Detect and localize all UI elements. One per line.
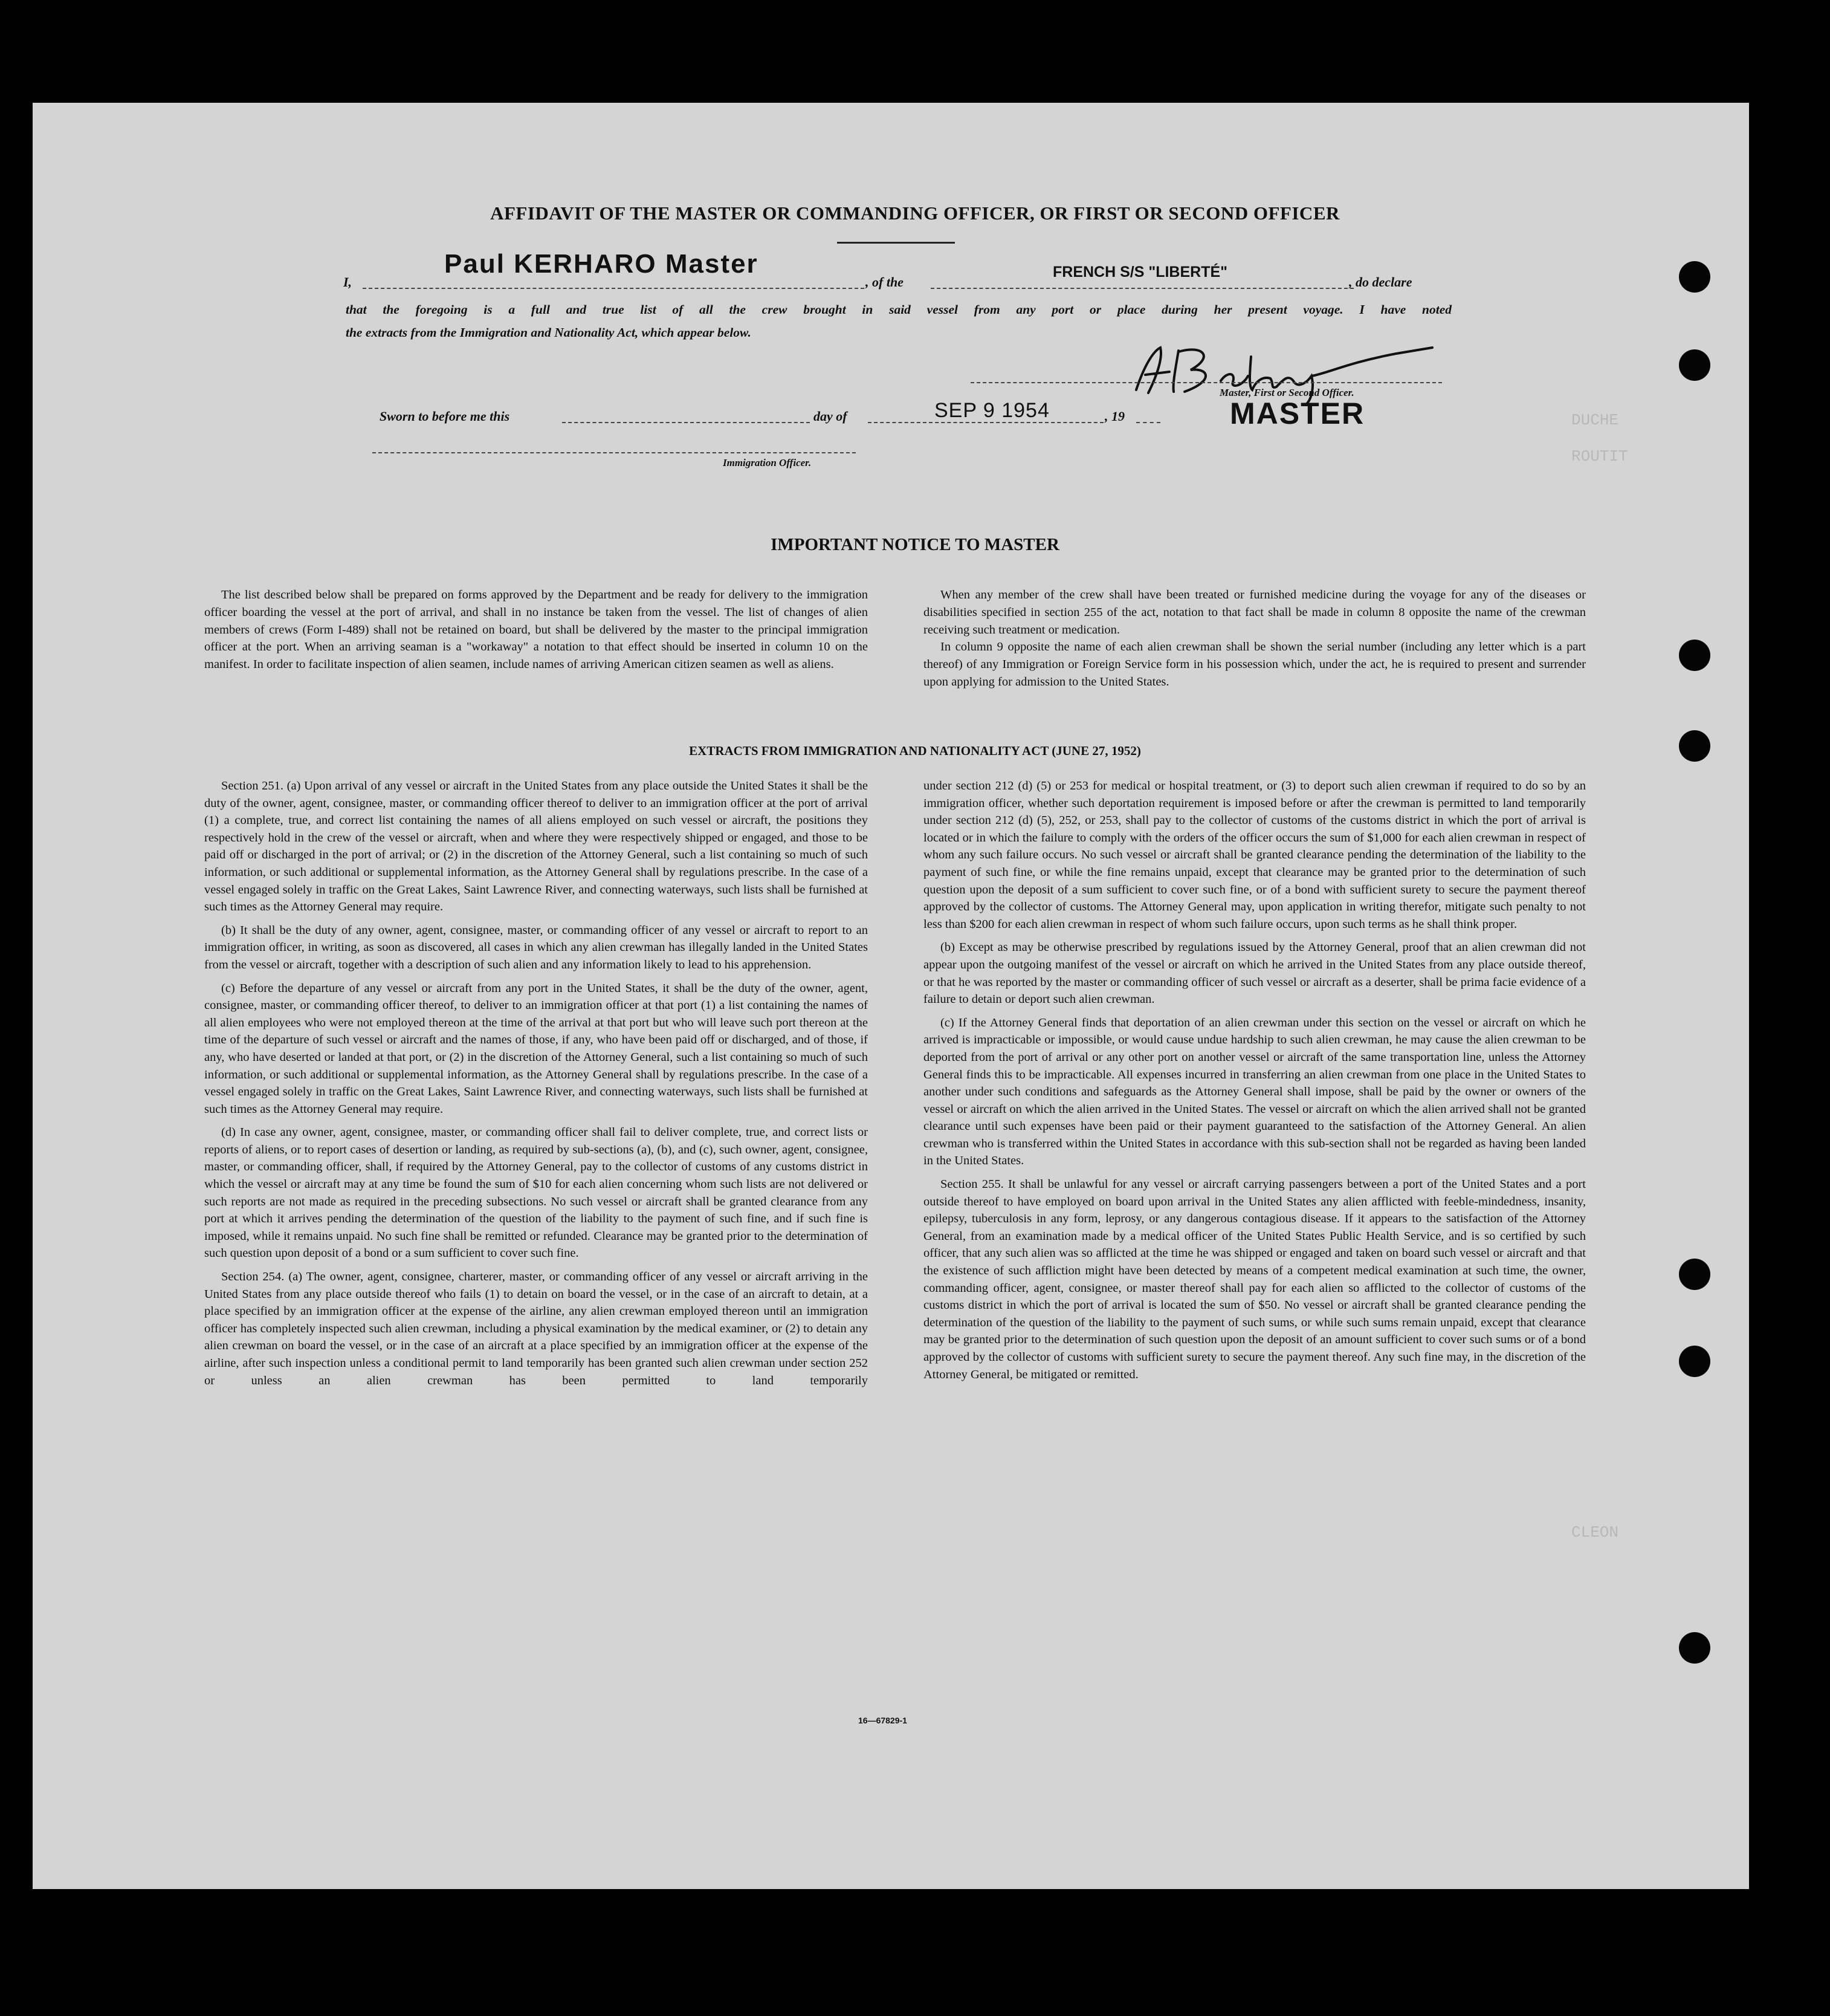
notice-title: IMPORTANT NOTICE TO MASTER <box>771 535 1059 554</box>
binder-hole <box>1679 261 1710 293</box>
signature-line <box>971 382 1442 383</box>
sworn-day-line <box>562 422 810 423</box>
vessel-name: FRENCH S/S "LIBERTÉ" <box>1053 264 1228 280</box>
title-divider <box>837 242 955 244</box>
master-name-line <box>363 288 864 289</box>
sworn-label: Sworn to before me this <box>380 409 510 424</box>
notice-paragraph: In column 9 opposite the name of each alien crewman shall be shown the serial number (including any letter which is a part thereof) of any Immigration or Foreign Service form in his possession which, under the act, he is required to present and surrender upon applying for admission to the United States. <box>923 640 1586 689</box>
signature-caption: Master, First or Second Officer. <box>1220 387 1354 398</box>
bleed-through-text: ROUTIT <box>1571 447 1628 465</box>
binder-hole <box>1679 1632 1710 1664</box>
act-section-251a: Section 251. (a) Upon arrival of any vessel or aircraft in the United States from any place outside the United States it shall be the duty of the owner, agent, consignee, master, or commanding officer thereof to deliver to an immigration officer at the port of arrival (1) a complete, true, and correct list containing the names of all aliens employed on such vessel or aircraft, the positions they respectively hold in the crew of the vessel or aircraft, when and where they were respectively shipped or engaged, and those to be paid off or discharged in the port of arrival; or (2) in the discretion of the Attorney General, such a list containing so much of such information, or such additional or supplemental information, as the Attorney General shall by regulations prescribe. In the case of a vessel engaged solely in traffic on the Great Lakes, Saint Lawrence River, and connecting waterways, such lists shall be furnished at such times as the Attorney General may require. <box>204 779 868 914</box>
notice-left-column <box>204 586 868 679</box>
year-line <box>1136 422 1160 423</box>
do-declare-label: , do declare <box>1349 274 1412 290</box>
act-section-254b: (b) Except as may be otherwise prescribed by regulations issued by the Attorney General, proof that an alien crewman did not appear upon the outgoing manifest of the vessel or aircraft on which he arrived in the United States from any place outside thereof, or that he was reported by the master or commanding officer of such vessel or aircraft as a deserter, shall be prima facie evidence of a failure to detain or deport such alien crewman. <box>923 941 1586 1006</box>
act-section-251d: (d) In case any owner, agent, consignee, master, or commanding officer shall fail to deliver complete, true, and correct lists or reports of aliens, or to report cases of desertion or landing, as required by sub-sections (a), (b), and (c), such owner, agent, consignee, master, or commanding officer, shall, if required by the Attorney General, pay to the collector of customs of any customs district in which the vessel or aircraft may at any time be found the sum of $10 for each alien concerning whom such lists are not delivered or such reports are not made as required in the preceding subsections. No such vessel or aircraft shall be granted clearance from any port at which it arrives pending the determination of the question of the liability to the payment of such fine, and if such fine is imposed, while it remains unpaid. No such fine shall be remitted or refunded. Clearance may be granted prior to the determination of such question upon deposit of a bond or a sum sufficient to cover such fine. <box>204 1126 868 1260</box>
extracts-title: EXTRACTS FROM IMMIGRATION AND NATIONALITY ACT (JUNE 27, 1952) <box>689 744 1141 758</box>
notice-paragraph: The list described below shall be prepared on forms approved by the Department and be ready for delivery to the immigration officer boarding the vessel at the port of arrival, and shall in no instance be taken from the vessel. The list of changes of alien members of crews (Form I-489) shall not be retained on board, but shall be delivered by the master to the principal immigration officer at the port. When an arriving seaman is a "workaway" a notation to that effect should be inserted in column 10 on the manifest. In order to facilitate inspection of alien seamen, include names of arriving American citizen seamen as well as aliens. <box>204 588 868 672</box>
bleed-through-text: CLEON <box>1571 1523 1619 1541</box>
affidavit-title: AFFIDAVIT OF THE MASTER OR COMMANDING OFFICER, OR FIRST OR SECOND OFFICER <box>490 203 1340 224</box>
extracts-right-column <box>923 777 1586 1389</box>
rank-stamp: MASTER <box>1230 397 1365 430</box>
vessel-line <box>931 288 1354 289</box>
act-section-255: Section 255. It shall be unlawful for any vessel or aircraft carrying passengers between a port of the United States and a port outside thereof to have employed on board upon arrival in the United States any alien afflicted with feeble-mindedness, insanity, epilepsy, tuberculosis in any form, leprosy, or any dangerous contagious disease. If it appears to the satisfaction of the Attorney General, from an examination made by a medical officer of the United States Public Health Service, and is so certified by such officer, that any such alien was so afflicted at the time he was shipped or engaged and taken on board such vessel or aircraft and that the existence of such affliction might have been detected by means of a competent medical examination at such time, the owner, commanding officer, agent, consignee, or master thereof shall pay for each alien so afflicted to the collector of customs of the customs district in which the port of arrival is located the sum of $50. No vessel or aircraft shall be granted clearance pending the determination of the question of the liability to the payment of such sums, or while such sums remain unpaid, except that clearance may be granted prior to the determination of such question upon the deposit of an amount sufficient to cover such sums or of a bond approved by the collector of customs with sufficient surety to secure the payment thereof. Any such fine may, in the discretion of the Attorney General, be mitigated or remitted. <box>923 1178 1586 1381</box>
act-section-251c: (c) Before the departure of any vessel or aircraft from any port in the United States, it shall be the duty of the owner, agent, consignee, master, or commanding officer thereof, to deliver to an immigration officer at that port (1) a list containing the names of all alien employees who were not employed thereon at the time of the arrival at that port but who will leave such port thereon at the time of the departure of such vessel or aircraft and the names of those, if any, who have been paid off or discharged, and of those, if any, who have deserted or landed at that port, or (2) in the discretion of the Attorney General, such a list containing so much of such information, or such additional or supplemental information, as the Attorney General shall by regulations prescribe. In the case of a vessel engaged solely in traffic on the Great Lakes, Saint Lawrence River, and connecting waterways, such lists shall be furnished at such times as the Attorney General may require. <box>204 981 868 1116</box>
extracts-left-column <box>204 777 868 1395</box>
binder-hole <box>1679 349 1710 381</box>
day-of-label: day of <box>813 409 847 424</box>
declaration-line-1: that the foregoing is a full and true list of all the crew brought in said vessel from any port or place during her present voyage. I have noted <box>346 302 1452 317</box>
immigration-officer-line <box>372 452 856 453</box>
of-the-label: , of the <box>865 274 904 290</box>
act-section-254a: Section 254. (a) The owner, agent, consignee, charterer, master, or commanding officer of any vessel or aircraft arriving in the United States from any place outside thereof who fails (1) to detain on board the vessel, or in the case of an aircraft to detain, at a place specified by an immigration officer at the expense of the airline, any alien crewman employed thereon until an immigration officer has completely inspected such alien crewman, including a physical examination by the medical examiner, or (2) to detain any alien crewman on board the vessel, or in the case of an aircraft at a place specified by an immigration officer at the expense of the airline, after such inspection unless a conditional permit to land temporarily has been granted such alien crewman under section 252 or unless an alien crewman has been permitted to land temporarily <box>204 1270 868 1387</box>
notice-right-column <box>923 586 1586 697</box>
notice-paragraph: When any member of the crew shall have been treated or furnished medicine during the voyage for any of the diseases or disabilities specified in section 255 of the act, notation to that fact shall be made in column 8 opposite the name of the crewman receiving such treatment or medication. <box>923 588 1586 637</box>
bleed-through-text: DUCHE <box>1571 411 1619 429</box>
binder-hole <box>1679 1346 1710 1377</box>
affidavit-i-label: I, <box>343 274 352 290</box>
date-stamp: SEP 9 1954 <box>934 399 1050 422</box>
year-prefix: , 19 <box>1105 409 1125 424</box>
act-section-254a-cont: under section 212 (d) (5) or 253 for medical or hospital treatment, or (3) to deport such alien crewman if required to do so by an immigration officer, whether such deportation requirement is imposed before or after the crewman is permitted to land temporarily under section 212 (d) (5), 252, or 253, shall pay to the collector of customs of the customs district in which the port of arrival is located or in which the failure to comply with the orders of the officer occurs the sum of $1,000 for each alien crewman in respect of whom any such failure occurs. No such vessel or aircraft shall be granted clearance pending the determination of the liability to the payment of such fine, or while the fine remains unpaid, except that clearance may be granted prior to the determination of such question upon the deposit of a sum sufficient to cover such fine, or of a bond with sufficient surety to secure the payment thereof approved by the collector of customs. The Attorney General may, upon application in writing therefor, mitigate such penalty to not less than $200 for each alien crewman in respect of whom such failure occurs, upon such terms as he shall think proper. <box>923 779 1586 931</box>
binder-hole <box>1679 1259 1710 1290</box>
master-name: Paul KERHARO Master <box>444 249 758 279</box>
act-section-254c: (c) If the Attorney General finds that deportation of an alien crewman under this section on the vessel or aircraft on which he arrived is impracticable or impossible, or would cause undue hardship to such alien crewman, he may cause the alien crewman to be deported from the port of arrival or any other port on another vessel or aircraft of the same transportation line, unless the Attorney General finds this to be impracticable. All expenses incurred in transferring an alien crewman from one place in the United States to another under such conditions and safeguards as the Attorney General shall impose, shall be paid by the owner or owners of the vessel or aircraft on which the alien arrived in the United States. The vessel or aircraft on which the alien arrived shall not be granted clearance until such expenses have been paid or their payment guaranteed to the satisfaction of the Attorney General. An alien crewman who is transferred within the United States in accordance with this sub-section shall not be regarded as having been landed in the United States. <box>923 1016 1586 1168</box>
form-code: 16—67829-1 <box>858 1716 907 1725</box>
act-section-251b: (b) It shall be the duty of any owner, agent, consignee, master, or commanding officer of any vessel or aircraft to report to an immigration officer, in writing, as soon as discovered, all cases in which any alien crewman has illegally landed in the United States from the vessel or aircraft, together with a description of such alien and any information likely to lead to his apprehension. <box>204 923 868 971</box>
immigration-officer-caption: Immigration Officer. <box>723 457 812 468</box>
declaration-line-2: the extracts from the Immigration and Nationality Act, which appear below. <box>346 325 751 340</box>
binder-hole <box>1679 640 1710 671</box>
